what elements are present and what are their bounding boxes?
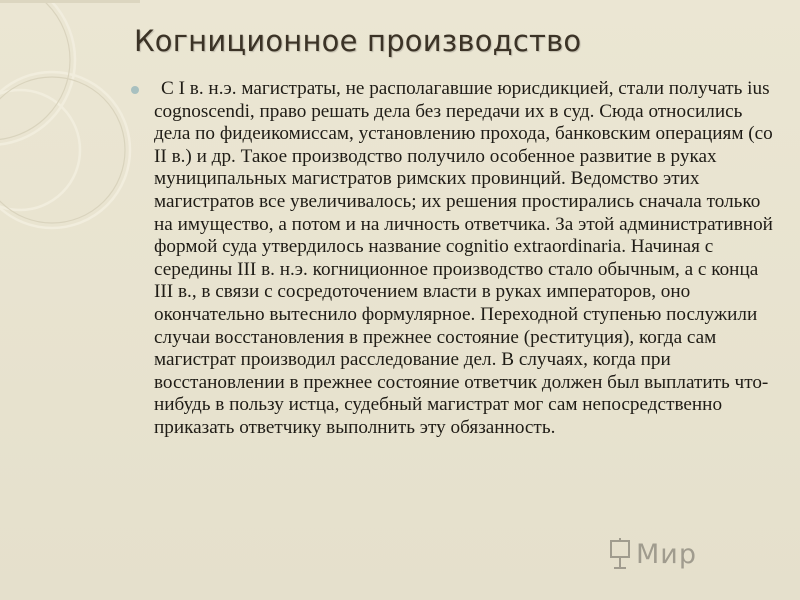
slide-content — [124, 78, 774, 440]
presentation-board-icon — [608, 538, 632, 570]
bullet-text: С I в. н.э. магистраты, не располагавшие юрисдикцией, стали получать ius cognoscendi, право решать дела без передачи их в суд. Сюда относились дела по фидеикомиссам, установлению прохода, банковским операциям (со II в.) и др. Такое производство получило особенное развитие в руках муниципальных магистратов римских провинций. Ведомство этих магистратов все увеличивалось; их решения простирались сначала только на имущество, а потом и на личность ответчика. За этой административной формой суда утвердилось название cognitio extraordinaria. Начиная с середины III в. н.э. когниционное производство стало обычным, а с конца III в., в связи с сосредоточением власти в руках императоров, оно окончательно вытеснило формулярное. Переходной ступенью послужили случаи восстановления в прежнее состояние (реституция), когда сам магистрат производил расследование дел. В случаях, когда при восстановлении в прежнее состояние ответчик должен был выплатить что-нибудь в пользу истца, судебный магистрат мог сам непосредственно приказать ответчику выполнить эту обязанность. — [154, 78, 773, 438]
watermark — [608, 534, 697, 574]
slide-title: Когниционное производство — [134, 24, 582, 58]
watermark-text: Мир — [636, 538, 697, 570]
decorative-rings — [0, 0, 140, 600]
bullet-dot-icon — [131, 86, 139, 94]
bullet-item — [124, 78, 774, 440]
